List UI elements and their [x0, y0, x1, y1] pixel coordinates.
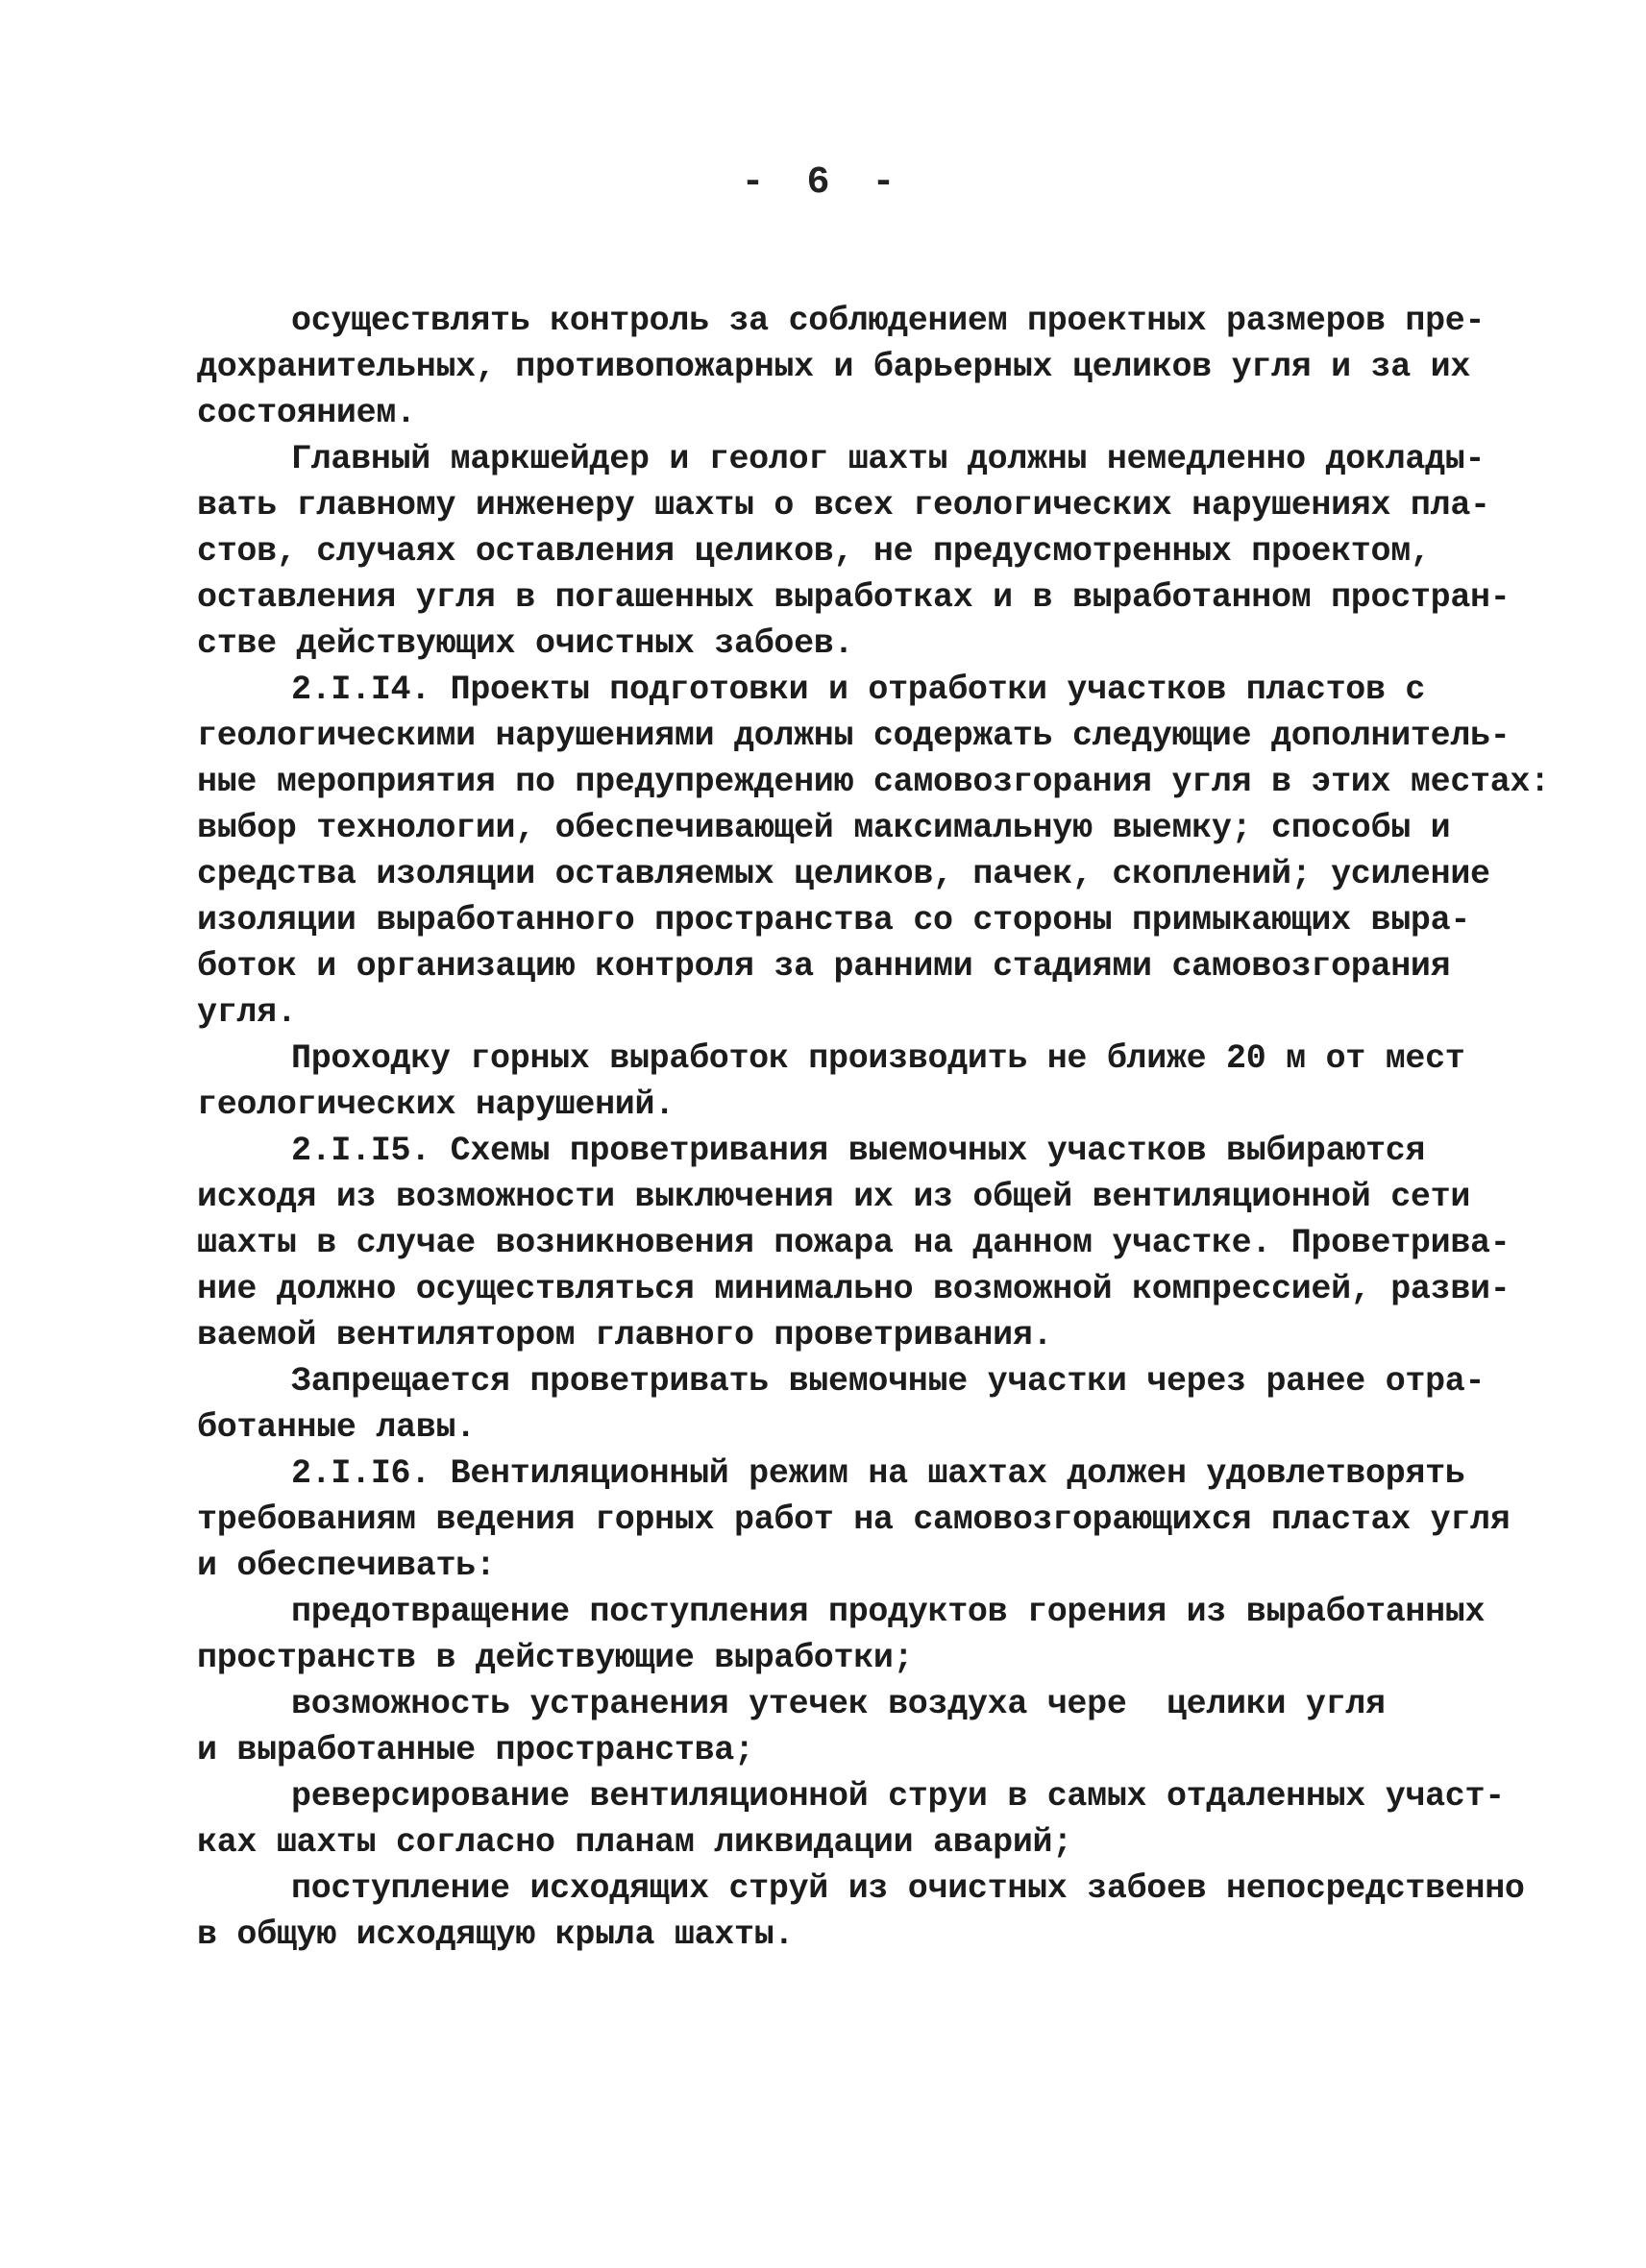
text-line: пространств в действующие выработки; — [197, 1639, 914, 1677]
text-line: стве действующих очистных забоев. — [197, 624, 854, 663]
text-line: ботанные лавы. — [197, 1408, 476, 1447]
text-line: вать главному инженеру шахты о всех геологических нарушениях пла- — [197, 486, 1490, 524]
body-text — [197, 298, 1550, 1958]
text-line: ные мероприятия по предупреждению самовозгорания угля в этих местах: — [197, 763, 1550, 801]
text-line: боток и организацию контроля за ранними стадиями самовозгорания — [197, 947, 1451, 986]
text-line: геологическими нарушениями должны содержать следующие дополнитель- — [197, 717, 1511, 755]
text-line: изоляции выработанного пространства со стороны примыкающих выра- — [197, 901, 1471, 939]
text-line: оставления угля в погашенных выработках и в выработанном простран- — [197, 578, 1511, 617]
text-line: шахты в случае возникновения пожара на данном участке. Проветрива- — [197, 1224, 1511, 1262]
text-line: Проходку горных выработок производить не ближе 20 м от мест — [291, 1039, 1465, 1078]
text-line: и обеспечивать: — [197, 1547, 496, 1585]
text-line: реверсирование вентиляционной струи в самых отдаленных участ- — [291, 1777, 1505, 1816]
text-line: 2.I.I5. Схемы проветривания выемочных участков выбираются — [291, 1132, 1426, 1170]
text-line: выбор технологии, обеспечивающей максимальную выемку; способы и — [197, 809, 1451, 847]
text-line: предотвращение поступления продуктов горения из выработанных — [291, 1593, 1486, 1631]
text-line: угля. — [197, 993, 297, 1032]
text-line: стов, случаях оставления целиков, не предусмотренных проектом, — [197, 532, 1431, 571]
text-line: Главный маркшейдер и геолог шахты должны немедленно доклады- — [291, 440, 1486, 478]
text-line: поступление исходящих струй из очистных забоев непосредственно — [291, 1869, 1525, 1908]
text-line: дохранительных, противопожарных и барьерных целиков угля и за их — [197, 348, 1471, 386]
text-line: осуществлять контроль за соблюдением проектных размеров пре- — [291, 302, 1486, 340]
text-line: ваемой вентилятором главного проветривания. — [197, 1316, 1053, 1354]
text-line: и выработанные пространства; — [197, 1731, 754, 1769]
page-number: - 6 - — [741, 161, 905, 205]
text-line: средства изоляции оставляемых целиков, пачек, скоплений; усиление — [197, 855, 1490, 893]
text-line: исходя из возможности выключения их из общей вентиляционной сети — [197, 1178, 1471, 1216]
text-line: в общую исходящую крыла шахты. — [197, 1915, 795, 1954]
text-line: состоянием. — [197, 394, 416, 432]
text-line: ках шахты согласно планам ликвидации аварий; — [197, 1823, 1072, 1862]
text-line: ние должно осуществляться минимально возможной компрессией, разви- — [197, 1270, 1511, 1308]
text-line: возможность устранения утечек воздуха чере целики угля — [291, 1685, 1386, 1723]
text-line: Запрещается проветривать выемочные участки через ранее отра- — [291, 1362, 1486, 1401]
text-line: 2.I.I6. Вентиляционный режим на шахтах должен удовлетворять — [291, 1454, 1465, 1493]
text-line: геологических нарушений. — [197, 1085, 675, 1124]
text-line: требованиям ведения горных работ на самовозгорающихся пластах угля — [197, 1500, 1511, 1539]
text-line: 2.I.I4. Проекты подготовки и отработки участков пластов с — [291, 671, 1426, 709]
